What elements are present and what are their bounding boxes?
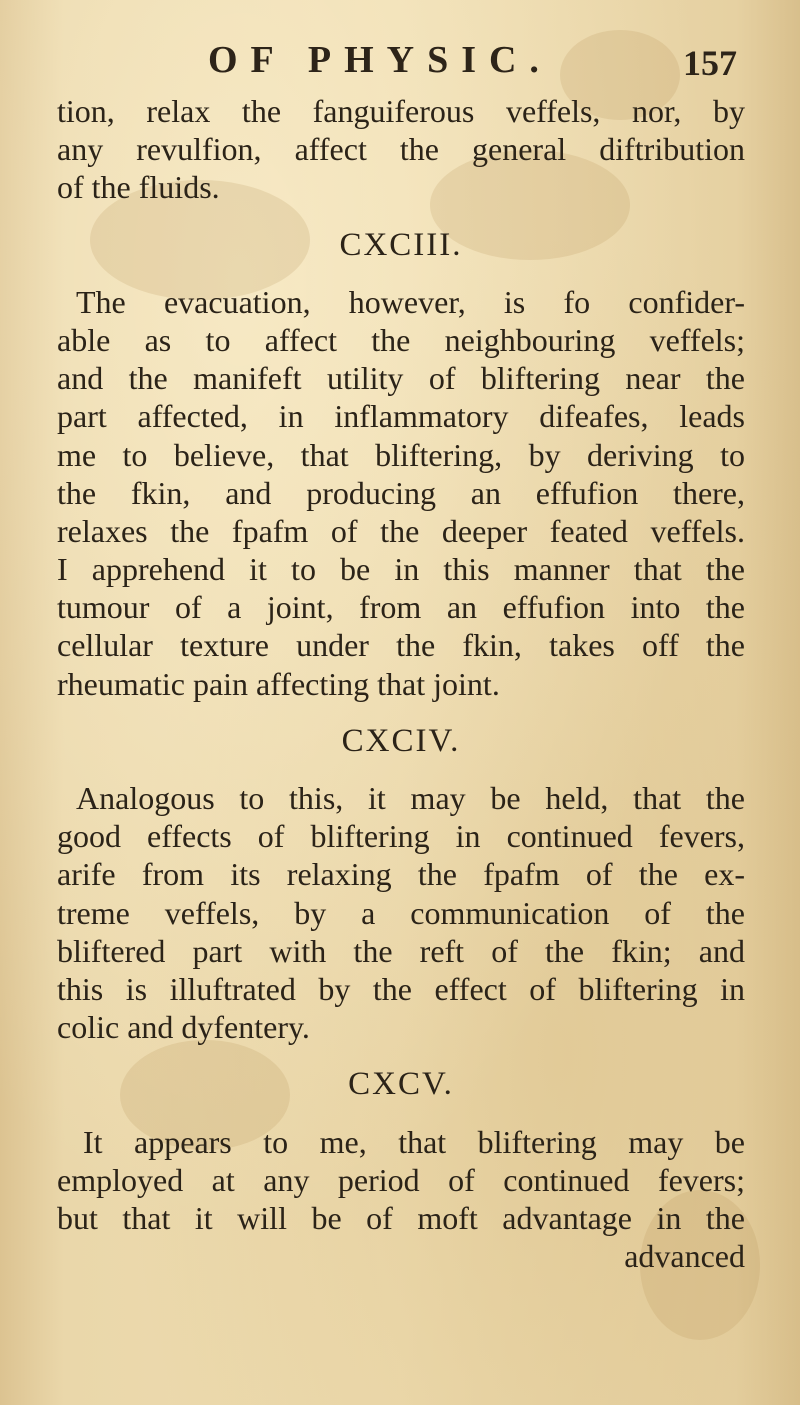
text-line: any revulfion, affect the general diftribution	[57, 131, 745, 168]
text-line: part affected, in inflammatory difeafes, leads	[57, 398, 745, 435]
running-head: OF PHYSIC.	[208, 39, 552, 81]
text-line: treme veffels, by a communication of the	[57, 894, 745, 931]
page-number: 157	[683, 43, 737, 83]
text-line: It appears to me, that bliftering may be	[83, 1123, 745, 1160]
text-line: and the manifeft utility of bliftering near the	[57, 360, 745, 397]
paragraph	[57, 1123, 745, 1276]
text-line: employed at any period of continued fevers;	[57, 1161, 745, 1198]
text-line: cellular texture under the fkin, takes off the	[57, 627, 745, 664]
body-text	[57, 92, 745, 1275]
text-line: rheumatic pain affecting that joint.	[57, 665, 500, 702]
paragraph	[57, 92, 745, 207]
text-line: able as to affect the neighbouring veffels;	[57, 321, 745, 358]
text-line: me to believe, that bliftering, by deriving to	[57, 436, 745, 473]
text-line: relaxes the fpafm of the deeper feated veffels.	[57, 512, 745, 549]
text-line: good effects of bliftering in continued fevers,	[57, 818, 745, 855]
section-number: CXCV.	[348, 1066, 454, 1103]
section-number: CXCIV.	[341, 722, 461, 759]
catchword: advanced	[624, 1238, 745, 1275]
paragraph	[57, 283, 745, 703]
text-line: tumour of a joint, from an effufion into the	[57, 589, 745, 626]
text-line: the fkin, and producing an effufion there,	[57, 474, 745, 511]
text-line: Analogous to this, it may be held, that the	[76, 780, 745, 816]
text-line: The evacuation, however, is fo confider-	[76, 283, 745, 320]
text-line: tion, relax the fanguiferous veffels, nor, by	[57, 93, 745, 129]
text-line: I apprehend it to be in this manner that the	[57, 551, 745, 588]
text-line: colic and dyfentery.	[57, 1009, 310, 1046]
page-header	[0, 38, 800, 82]
text-line: this is illuftrated by the effect of bliftering in	[57, 970, 745, 1007]
text-line: but that it will be of moft advantage in the	[57, 1199, 745, 1236]
paragraph	[57, 779, 745, 1046]
text-line: arife from its relaxing the fpafm of the ex-	[57, 856, 745, 893]
text-line: of the fluids.	[57, 169, 220, 206]
text-line: bliftered part with the reft of the fkin; and	[57, 932, 745, 969]
section-number: CXCIII.	[339, 226, 463, 263]
